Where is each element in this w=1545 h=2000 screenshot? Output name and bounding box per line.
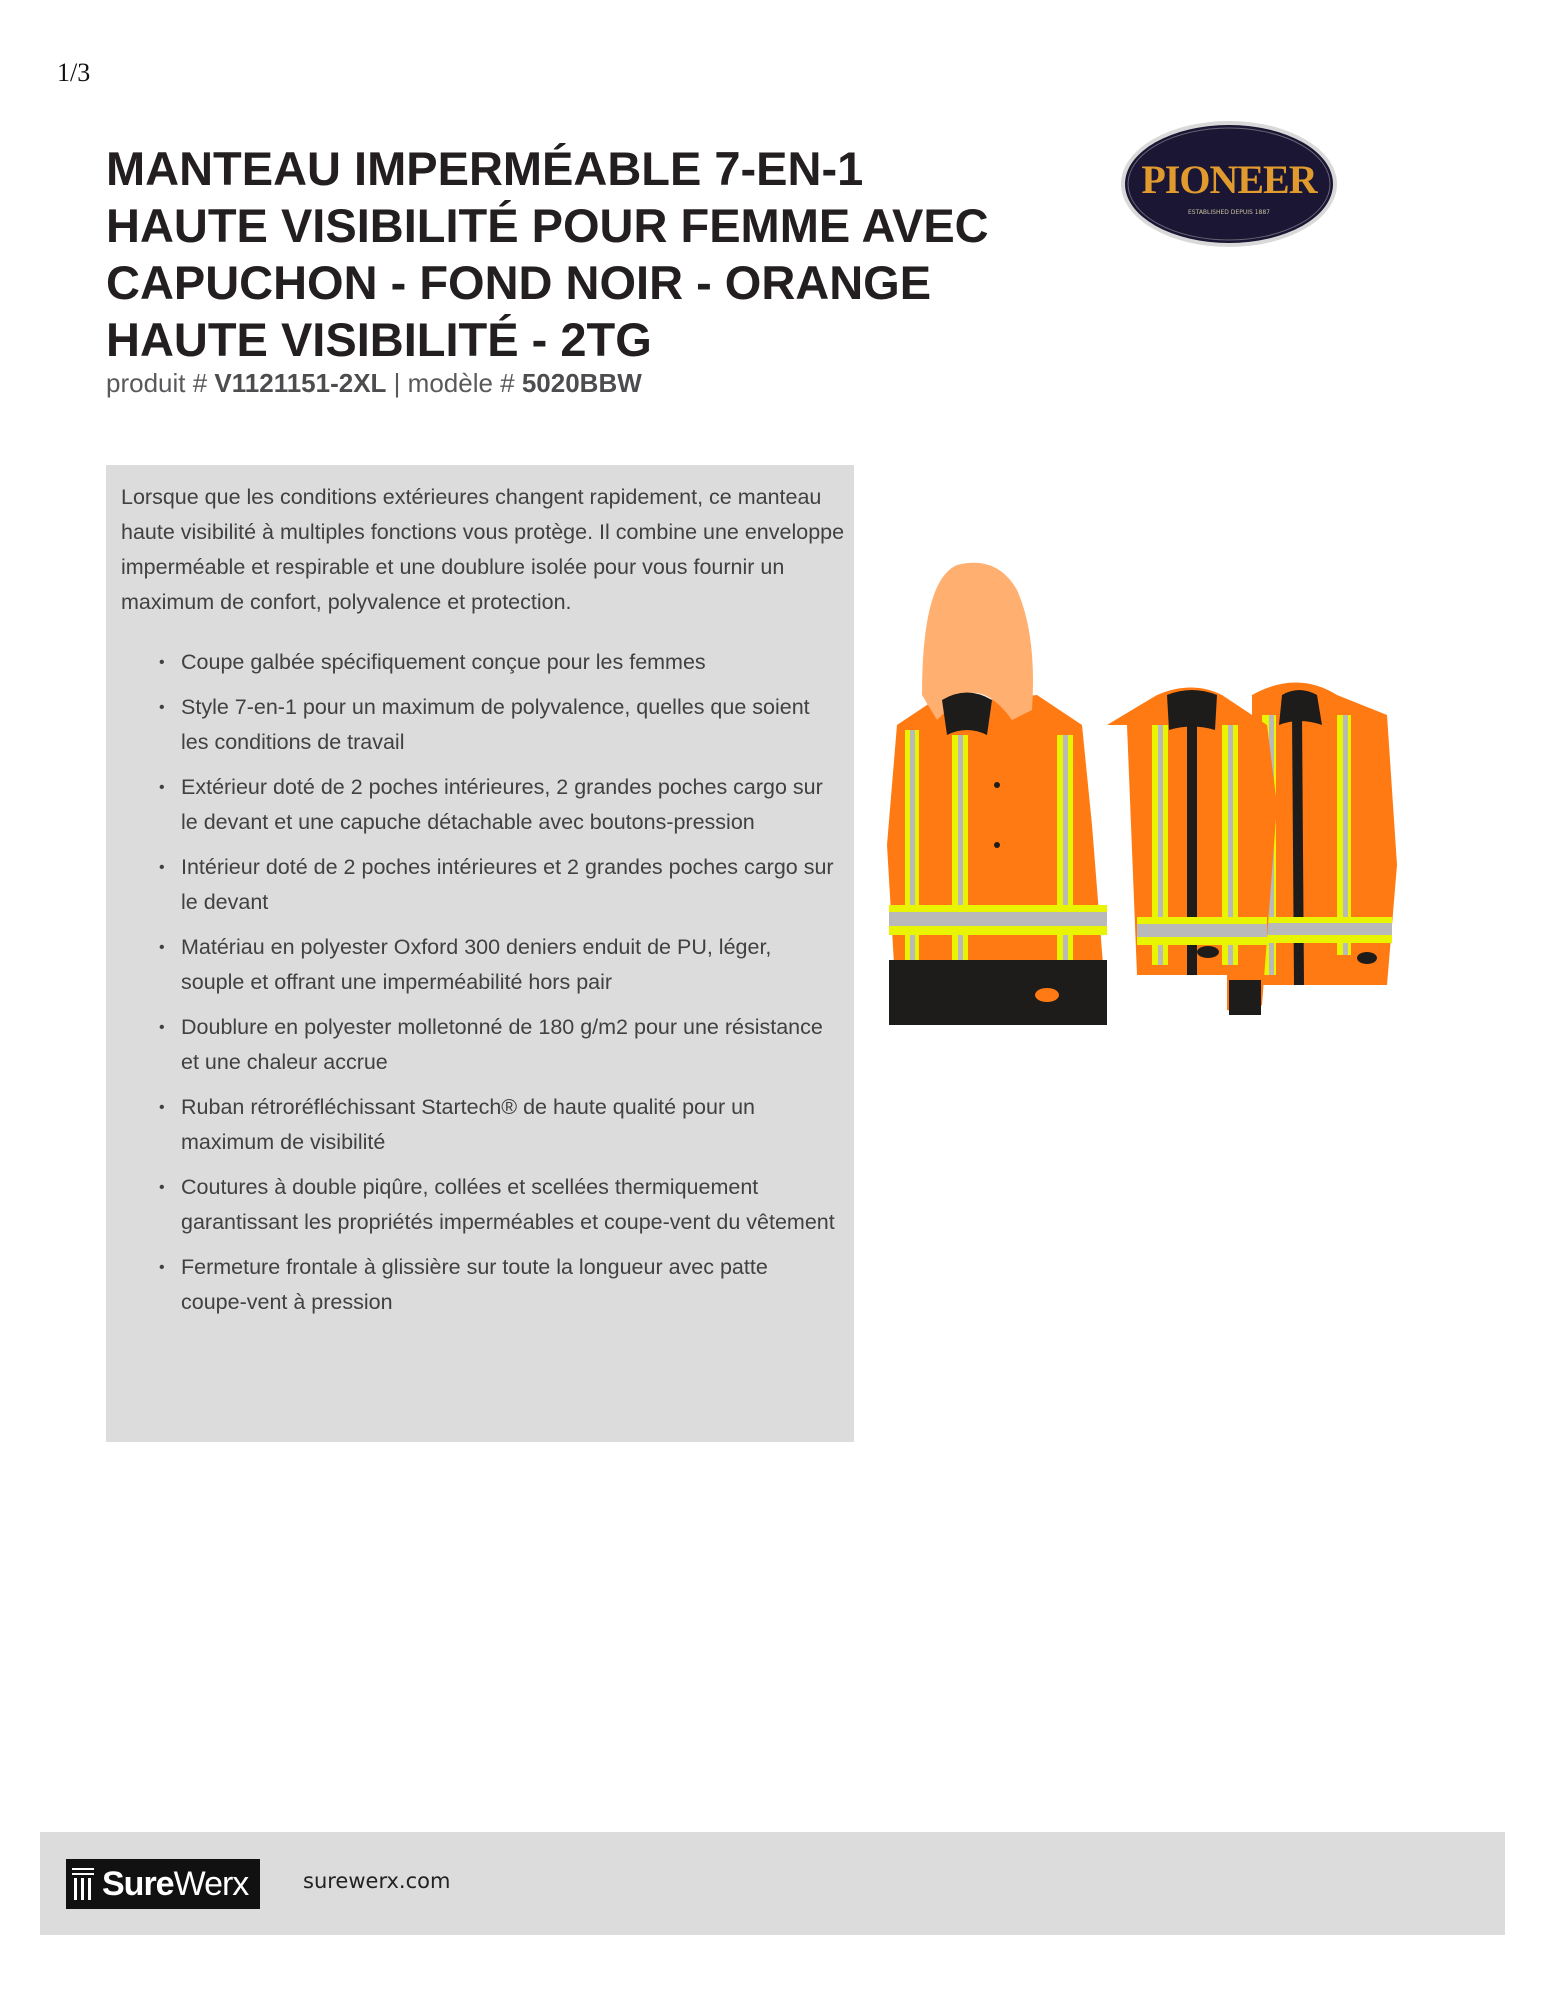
bullet-icon: • (159, 654, 165, 671)
title-line: CAPUCHON - FOND NOIR - ORANGE (106, 256, 932, 309)
bullet-icon: • (159, 1019, 165, 1036)
title-line: HAUTE VISIBILITÉ POUR FEMME AVEC (106, 199, 989, 252)
description-panel (106, 465, 854, 1442)
surewerx-logo-light: Werx (173, 1865, 249, 1903)
feature-text: Extérieur doté de 2 poches intérieures, 2 grandes poches cargo sur le devant et une capuche détachable avec boutons-pression (181, 775, 823, 834)
list-item (159, 850, 839, 920)
list-item (159, 930, 839, 1000)
page-number: 1/3 (57, 58, 91, 87)
product-number-label: produit # (106, 368, 215, 398)
feature-list (159, 645, 839, 1330)
footer-website: surewerx.com (303, 1869, 451, 1893)
feature-text: Matériau en polyester Oxford 300 deniers enduit de PU, léger, souple et offrant une imperméabilité hors pair (181, 935, 772, 994)
surewerx-logo-bold: Sure (102, 1865, 174, 1903)
surewerx-mark-icon (66, 1859, 102, 1909)
bullet-icon: • (159, 939, 165, 956)
list-item (159, 1250, 839, 1320)
bullet-icon: • (159, 1179, 165, 1196)
feature-text: Intérieur doté de 2 poches intérieures et 2 grandes poches cargo sur le devant (181, 855, 834, 914)
list-item (159, 1010, 839, 1080)
surewerx-logo-text (102, 1859, 248, 1909)
bullet-icon: • (159, 779, 165, 796)
bullet-icon: • (159, 859, 165, 876)
feature-text: Coutures à double piqûre, collées et scellées thermiquement garantissant les propriétés imperméables et coupe-vent du vêtement (181, 1175, 835, 1234)
list-item (159, 770, 839, 840)
footer-bar (40, 1832, 1505, 1935)
list-item (159, 1090, 839, 1160)
feature-text: Coupe galbée spécifiquement conçue pour les femmes (181, 650, 706, 674)
model-number-label: modèle # (407, 368, 522, 398)
outer-shell-jacket (887, 563, 1107, 1025)
pioneer-logo (1118, 117, 1340, 251)
list-item (159, 690, 839, 760)
identifier-separator: | (386, 368, 408, 398)
description-intro: Lorsque que les conditions extérieures changent rapidement, ce manteau haute visibilité à multiples fonctions vous protège. Il combine une enveloppe imperméable et respirable et une doublure isolée pour vous fournir un maximum de confort, polyvalence et protection. (121, 485, 845, 614)
liner-jacket (1107, 688, 1277, 1016)
pioneer-logo-text: PIONEER (1141, 157, 1317, 202)
bullet-icon: • (159, 1099, 165, 1116)
list-item (159, 1170, 839, 1240)
bullet-icon: • (159, 1259, 165, 1276)
title-line: MANTEAU IMPERMÉABLE 7-EN-1 (106, 142, 864, 195)
hi-vis-jacket-product-photo (867, 545, 1427, 1025)
title-line: HAUTE VISIBILITÉ - 2TG (106, 313, 652, 366)
surewerx-logo (66, 1859, 260, 1909)
feature-text: Ruban rétroréfléchissant Startech® de haute qualité pour un maximum de visibilité (181, 1095, 756, 1154)
product-identifiers (106, 368, 642, 399)
product-title (106, 140, 1046, 368)
feature-text: Fermeture frontale à glissière sur toute la longueur avec patte coupe-vent à pression (181, 1255, 768, 1314)
feature-text: Doublure en polyester molletonné de 180 g/m2 pour une résistance et une chaleur accrue (181, 1015, 823, 1074)
model-number: 5020BBW (521, 368, 642, 398)
feature-text: Style 7-en-1 pour un maximum de polyvalence, quelles que soient les conditions de travail (181, 695, 810, 754)
bullet-icon: • (159, 699, 165, 716)
product-number: V1121151-2XL (214, 368, 387, 398)
pioneer-logo-tagline: ESTABLISHED DEPUIS 1887 (1188, 209, 1270, 216)
list-item (159, 645, 839, 680)
